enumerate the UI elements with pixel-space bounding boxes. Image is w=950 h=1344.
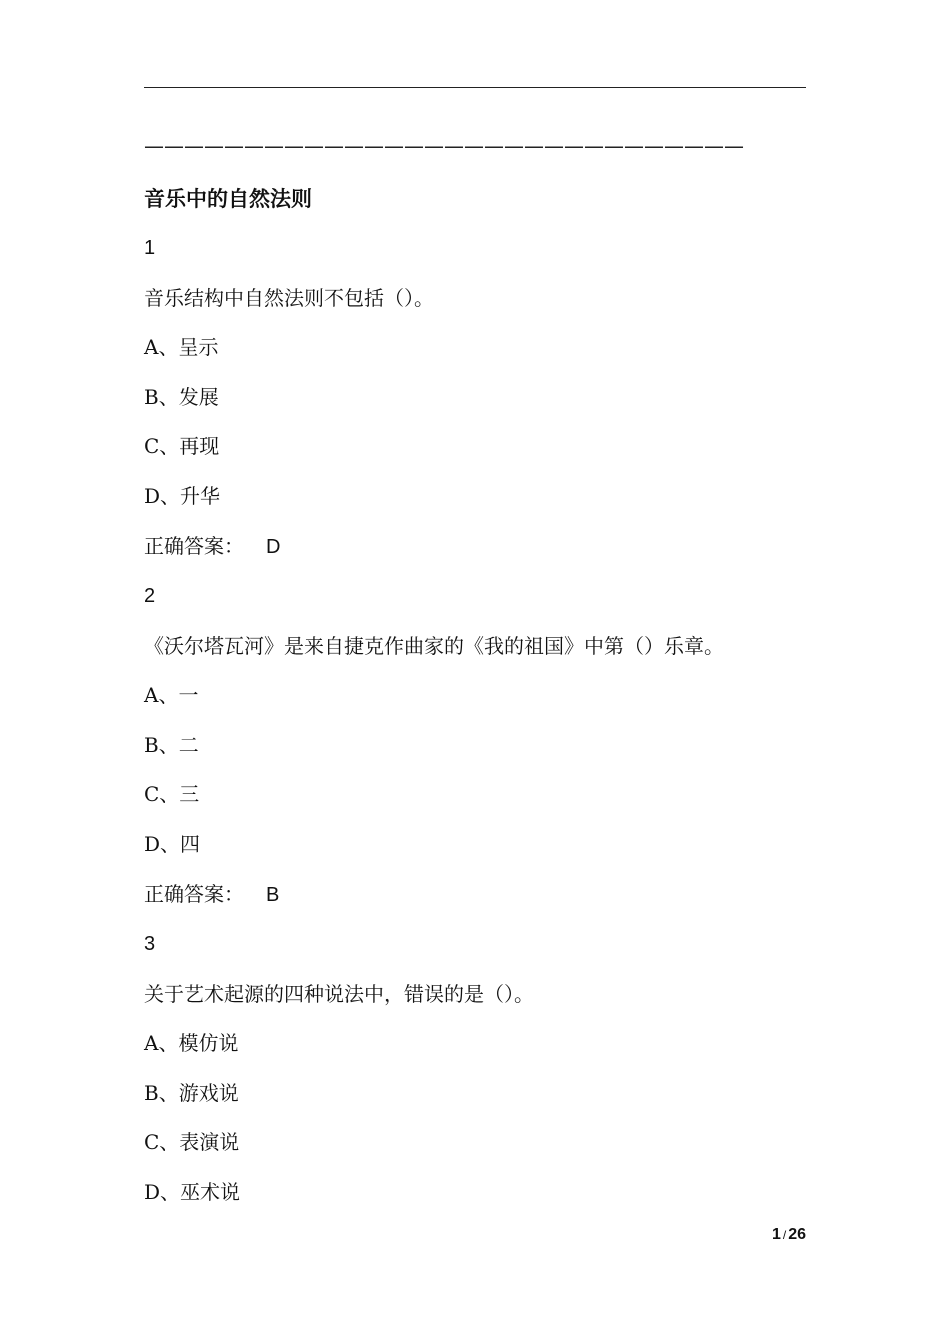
page-total: 26 — [788, 1226, 806, 1243]
answer-line — [144, 880, 279, 909]
question-text: 《沃尔塔瓦河》是来自捷克作曲家的《我的祖国》中第（）乐章。 — [144, 634, 724, 658]
question-number: 2 — [144, 585, 156, 607]
option-b: B、发展 — [144, 385, 219, 409]
answer-line — [144, 532, 280, 561]
header-rule — [144, 87, 806, 88]
section-title: 音乐中的自然法则 — [144, 187, 312, 211]
dash-separator: —————————————————————————————— — [144, 134, 744, 158]
question-text: 音乐结构中自然法则不包括（）。 — [144, 286, 434, 310]
option-a: A、模仿说 — [144, 1031, 239, 1055]
option-c: C、再现 — [144, 434, 220, 458]
page-current: 1 — [771, 1226, 781, 1243]
answer-value: D — [266, 536, 281, 558]
option-d: D、四 — [144, 832, 201, 856]
option-b: B、游戏说 — [144, 1081, 239, 1105]
question-number: 1 — [144, 237, 156, 259]
question-number: 3 — [144, 933, 156, 955]
page-number — [772, 1226, 806, 1244]
answer-label: 正确答案： — [144, 534, 244, 558]
answer-value: B — [266, 884, 280, 906]
page-separator: / — [782, 1228, 787, 1242]
option-d: D、升华 — [144, 484, 221, 508]
option-b: B、二 — [144, 733, 199, 757]
option-c: C、表演说 — [144, 1130, 240, 1154]
option-a: A、呈示 — [144, 335, 219, 359]
option-c: C、三 — [144, 782, 200, 806]
option-a: A、一 — [144, 683, 199, 707]
question-text: 关于艺术起源的四种说法中，错误的是（）。 — [144, 982, 534, 1006]
option-d: D、巫术说 — [144, 1180, 241, 1204]
answer-label: 正确答案： — [144, 882, 244, 906]
